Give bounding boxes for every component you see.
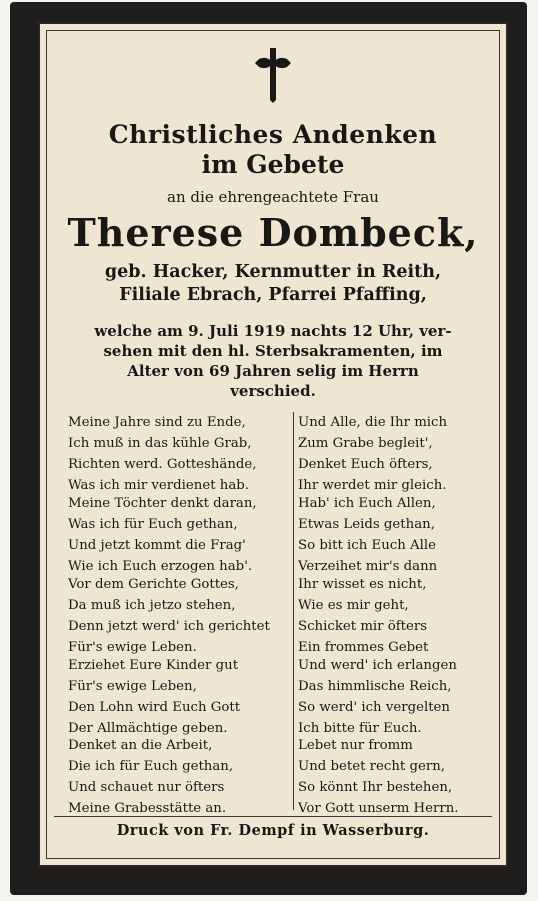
verse-line: Lebet nur fromm <box>298 738 413 753</box>
stanza <box>68 735 290 819</box>
stanza <box>298 493 520 577</box>
stanza <box>298 735 520 819</box>
verse-line: Schicket mir öfters <box>298 619 428 634</box>
verse-line: Und jetzt kommt die Frag' <box>68 538 246 553</box>
verse-line: Erziehet Eure Kinder gut <box>68 658 239 673</box>
stanza <box>298 655 520 739</box>
verse-line: Und Alle, die Ihr mich <box>298 415 448 430</box>
body-line: welche am 9. Juli 1919 nachts 12 Uhr, ver- <box>94 322 452 340</box>
deceased-name: Therese Dombeck, <box>67 210 479 255</box>
verse-line: Für's ewige Leben. <box>68 640 197 655</box>
stanza <box>68 574 290 658</box>
verse-line: Meine Grabesstätte an. <box>68 801 227 816</box>
body-line: sehen mit den hl. Sterbsakramenten, im <box>103 342 443 360</box>
verse-line: Meine Jahre sind zu Ende, <box>68 415 246 430</box>
body-line: Alter von 69 Jahren selig im Herrn <box>127 362 419 380</box>
stanza <box>298 412 520 496</box>
verse-line: So werd' ich vergelten <box>298 700 450 715</box>
verse-line: Den Lohn wird Euch Gott <box>68 700 241 715</box>
stanza <box>68 655 290 739</box>
footer-divider <box>54 816 492 817</box>
verse-line: Denn jetzt werd' ich gerichtet <box>68 619 270 634</box>
verse-line: Und werd' ich erlangen <box>298 658 457 673</box>
verse-line: Richten werd. Gotteshände, <box>68 457 257 472</box>
body-line: verschied. <box>230 382 316 400</box>
verse-line: Wie ich Euch erzogen hab'. <box>68 559 253 574</box>
verse-line: Denket Euch öfters, <box>298 457 433 472</box>
verse-line: Was ich mir verdienet hab. <box>68 478 250 493</box>
verse-line: Verzeihet mir's dann <box>298 559 438 574</box>
stanza <box>298 574 520 658</box>
verse-line: Wie es mir geht, <box>298 598 409 613</box>
verse-line: Denket an die Arbeit, <box>68 738 213 753</box>
verse-line: Für's ewige Leben, <box>68 679 197 694</box>
verse-divider <box>293 412 294 810</box>
subtitle-line-1: geb. Hacker, Kernmutter in Reith, <box>104 262 442 282</box>
verse-line: Zum Grabe begleit', <box>298 436 433 451</box>
verse-line: Ich muß in das kühle Grab, <box>68 436 252 451</box>
verse-line: Da muß ich jetzo stehen, <box>68 598 236 613</box>
verse-line: Vor Gott unserm Herrn. <box>298 801 459 816</box>
stanza <box>68 412 290 496</box>
cross-icon <box>253 46 293 104</box>
memorial-card-paper <box>38 22 508 867</box>
title-line-1: Christliches Andenken <box>108 120 438 149</box>
stanza <box>68 493 290 577</box>
verse-line: So könnt Ihr bestehen, <box>298 780 453 795</box>
verse-line: Ihr werdet mir gleich. <box>298 478 447 493</box>
printer-footer: Druck von Fr. Dempf in Wasserburg. <box>116 822 430 839</box>
title-line-2: im Gebete <box>201 150 345 179</box>
verse-line: Das himmlische Reich, <box>298 679 452 694</box>
verse-line: Vor dem Gerichte Gottes, <box>68 577 239 592</box>
verse-line: Und schauet nur öfters <box>68 780 225 795</box>
verse-line: Ein frommes Gebet <box>298 640 429 655</box>
dedication: an die ehrengeachtete Frau <box>167 188 379 206</box>
verse-line: Der Allmächtige geben. <box>68 721 228 736</box>
verse-line: Meine Töchter denkt daran, <box>68 496 257 511</box>
memorial-card-border <box>10 2 527 895</box>
verse-line: Ihr wisset es nicht, <box>298 577 427 592</box>
verse-line: Ich bitte für Euch. <box>298 721 422 736</box>
verse-line: Hab' ich Euch Allen, <box>298 496 436 511</box>
verse-line: So bitt ich Euch Alle <box>298 538 436 553</box>
verse-line: Was ich für Euch gethan, <box>68 517 238 532</box>
verse-line: Die ich für Euch gethan, <box>68 759 234 774</box>
subtitle-line-2: Filiale Ebrach, Pfarrei Pfaffing, <box>119 285 427 305</box>
verse-line: Und betet recht gern, <box>298 759 446 774</box>
verse-line: Etwas Leids gethan, <box>298 517 435 532</box>
